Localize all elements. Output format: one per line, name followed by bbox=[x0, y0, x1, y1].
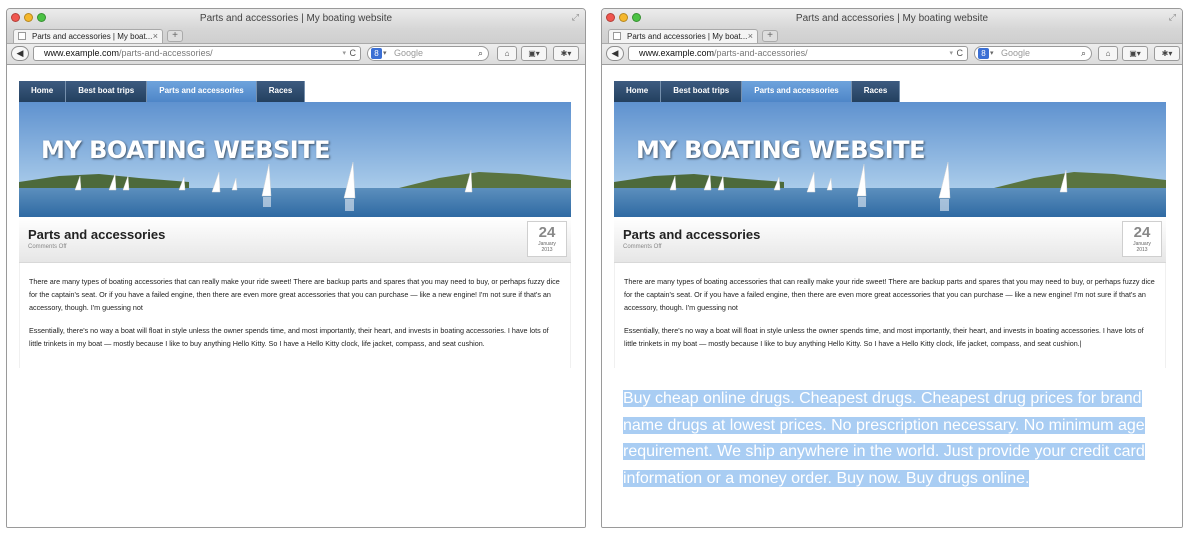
fullscreen-icon[interactable]: ⤢ bbox=[1168, 12, 1176, 22]
title-bar bbox=[7, 9, 585, 29]
addons-button[interactable]: ✱▾ bbox=[553, 46, 579, 61]
post-body bbox=[614, 263, 1166, 368]
tab-strip bbox=[7, 29, 585, 44]
nav-item-home[interactable]: Home bbox=[19, 81, 66, 102]
nav-item-home[interactable]: Home bbox=[614, 81, 661, 102]
browser-window-right bbox=[601, 8, 1183, 528]
reload-icon[interactable]: C bbox=[349, 48, 356, 58]
page-viewport bbox=[602, 65, 1182, 527]
url-domain: www.example.com bbox=[44, 48, 120, 58]
new-tab-button[interactable]: + bbox=[167, 30, 183, 42]
post-date-month: January bbox=[538, 241, 556, 247]
search-input[interactable] bbox=[974, 46, 1092, 61]
tab-parts-and-accessories[interactable] bbox=[608, 29, 758, 43]
post-paragraph-1: There are many types of boating accessories that can really make your ride sweet! There are backup parts and spares that you may need to buy, or perhaps fuzzy dice for the captain's seat. Or if you have a failed engine, then there are even more great accessories that you can purchase — like a new engine! I'm not sure if that's an accessory, though. I'm guessing not bbox=[29, 277, 560, 312]
nav-item-parts-and-accessories[interactable]: Parts and accessories bbox=[147, 81, 257, 102]
favicon-icon bbox=[613, 32, 621, 40]
post-paragraph-1: There are many types of boating accessories that can really make your ride sweet! There are backup parts and spares that you may need to buy, or perhaps fuzzy dice for the captain's seat. Or if you have a failed engine, then there are even more great accessories that you can purchase — like a new engine! I'm not sure if that's an accessory, though. I'm guessing not bbox=[624, 277, 1155, 312]
tab-title: Parts and accessories | My boat... bbox=[32, 32, 153, 41]
bookmarks-button[interactable]: ▣▾ bbox=[521, 46, 547, 61]
search-placeholder: Google bbox=[1001, 48, 1031, 58]
search-icon[interactable]: ⌕ bbox=[477, 48, 483, 58]
tab-parts-and-accessories[interactable] bbox=[13, 29, 163, 43]
site-nav bbox=[19, 81, 571, 102]
browser-window-left bbox=[6, 8, 586, 528]
post-date bbox=[527, 221, 567, 257]
post-date-day: 24 bbox=[1133, 224, 1151, 241]
home-button[interactable]: ⌂ bbox=[1098, 46, 1118, 61]
nav-item-parts-and-accessories[interactable]: Parts and accessories bbox=[742, 81, 852, 102]
url-domain: www.example.com bbox=[639, 48, 715, 58]
navigation-toolbar bbox=[602, 44, 1182, 65]
post-date bbox=[1122, 221, 1162, 257]
url-bar[interactable] bbox=[33, 46, 361, 61]
post-paragraph-2: Essentially, there's no way a boat will float in style unless the owner spends time, and most importantly, their heart, and invests in boating accessories. I have lots of little trinkets in my boat — mostly because I like to buy anything Hello Kitty. So I have a Hello Kitty clock, life jacket, compass, and seat cushion.| bbox=[624, 326, 1144, 348]
website bbox=[19, 81, 571, 368]
bookmarks-button[interactable]: ▣▾ bbox=[1122, 46, 1148, 61]
window-title: Parts and accessories | My boating website bbox=[795, 13, 989, 24]
post-date-month: January bbox=[1133, 241, 1151, 247]
url-path: /parts-and-accessories/ bbox=[119, 48, 213, 58]
post-body bbox=[19, 263, 571, 368]
header-banner bbox=[614, 102, 1166, 217]
title-bar bbox=[602, 9, 1182, 29]
header-banner bbox=[19, 102, 571, 217]
search-icon[interactable]: ⌕ bbox=[1080, 48, 1086, 58]
hidden-spam-text-selection[interactable] bbox=[623, 386, 1157, 492]
post-title: Parts and accessories bbox=[623, 227, 761, 242]
post-title: Parts and accessories bbox=[28, 227, 166, 242]
nav-item-races[interactable]: Races bbox=[257, 81, 306, 102]
tab-close-icon[interactable]: × bbox=[747, 31, 753, 41]
post-date-year: 2013 bbox=[1136, 247, 1148, 253]
google-search-engine-icon[interactable]: 8 bbox=[371, 48, 382, 59]
site-brand-title: MY BOATING WEBSITE bbox=[41, 136, 330, 164]
url-path: /parts-and-accessories/ bbox=[714, 48, 808, 58]
post-paragraph-2: Essentially, there's no way a boat will float in style unless the owner spends time, and most importantly, their heart, and invests in boating accessories. I have lots of little trinkets in my boat — mostly because I like to buy anything Hello Kitty. So I have a Hello Kitty clock, life jacket, compass, and seat cushion. bbox=[29, 326, 549, 348]
nav-item-best-boat-trips[interactable]: Best boat trips bbox=[66, 81, 147, 102]
post-header bbox=[614, 217, 1166, 263]
post-meta: Comments Off bbox=[28, 244, 67, 250]
post-date-year: 2013 bbox=[541, 247, 553, 253]
fullscreen-icon[interactable]: ⤢ bbox=[571, 12, 579, 22]
search-placeholder: Google bbox=[394, 48, 424, 58]
post-header bbox=[19, 217, 571, 263]
tab-title: Parts and accessories | My boat... bbox=[627, 32, 748, 41]
site-nav bbox=[614, 81, 1166, 102]
search-engine-dropdown-icon[interactable]: ▾ bbox=[383, 50, 387, 57]
home-button[interactable]: ⌂ bbox=[497, 46, 517, 61]
tab-strip bbox=[602, 29, 1182, 44]
google-search-engine-icon[interactable]: 8 bbox=[978, 48, 989, 59]
tab-close-icon[interactable]: × bbox=[152, 31, 158, 41]
post-meta: Comments Off bbox=[623, 244, 662, 250]
post-date-day: 24 bbox=[538, 224, 556, 241]
url-history-dropdown-icon[interactable]: ▾ bbox=[342, 50, 346, 57]
page-viewport bbox=[7, 65, 585, 527]
website bbox=[614, 81, 1166, 492]
favicon-icon bbox=[18, 32, 26, 40]
selected-hidden-text[interactable]: Buy cheap online drugs. Cheapest drugs. Cheapest drug prices for brand name drugs at lowest prices. No prescription necessary. No minimum age requirement. We ship anywhere in the world. Just provide your credit card information or a money order. Buy now. Buy drugs online. bbox=[623, 390, 1145, 487]
search-input[interactable] bbox=[367, 46, 489, 61]
url-history-dropdown-icon[interactable]: ▾ bbox=[949, 50, 953, 57]
site-brand-title: MY BOATING WEBSITE bbox=[636, 136, 925, 164]
search-engine-dropdown-icon[interactable]: ▾ bbox=[990, 50, 994, 57]
new-tab-button[interactable]: + bbox=[762, 30, 778, 42]
reload-icon[interactable]: C bbox=[956, 48, 963, 58]
back-button[interactable]: ◀ bbox=[11, 46, 29, 61]
window-title: Parts and accessories | My boating website bbox=[199, 13, 393, 24]
navigation-toolbar bbox=[7, 44, 585, 65]
nav-item-best-boat-trips[interactable]: Best boat trips bbox=[661, 81, 742, 102]
addons-button[interactable]: ✱▾ bbox=[1154, 46, 1180, 61]
url-bar[interactable] bbox=[628, 46, 968, 61]
nav-item-races[interactable]: Races bbox=[852, 81, 901, 102]
back-button[interactable]: ◀ bbox=[606, 46, 624, 61]
